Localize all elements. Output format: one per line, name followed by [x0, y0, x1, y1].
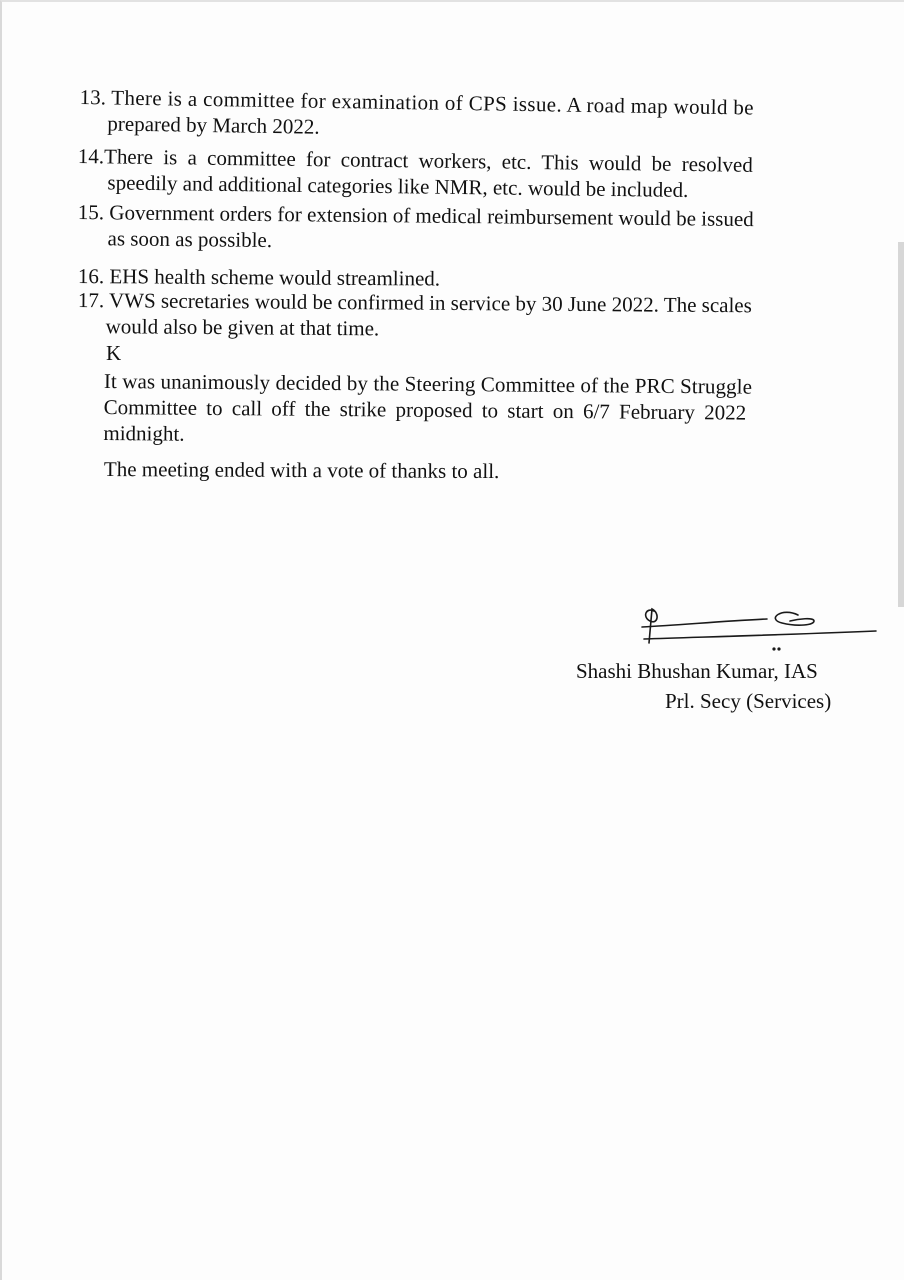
signatory-name: Shashi Bhushan Kumar, IAS: [576, 659, 818, 683]
item-text-line2: would also be given at that time.: [105, 314, 380, 341]
list-item-15: [77, 199, 753, 258]
item-number: 16.: [77, 263, 105, 289]
scrollbar[interactable]: [898, 242, 904, 607]
item-text-line2: prepared by March 2022.: [107, 111, 320, 139]
list-item-13: [79, 84, 754, 147]
item-number: 14.: [77, 143, 105, 169]
item-number: 13.: [79, 84, 107, 110]
stray-mark: K: [106, 341, 122, 365]
decision-paragraph: [103, 368, 752, 452]
item-text-line2: as soon as possible.: [107, 226, 273, 253]
item-text-line1: There is a committee for contract workers, etc. This would be resolved: [103, 144, 754, 177]
signatory-title: Prl. Secy (Services): [665, 689, 832, 713]
decision-line2: Committee to call off the strike proposed to start on 6/7 February 2022: [103, 394, 747, 425]
item-text-line1: VWS secretaries would be confirmed in service by 30 June 2022. The scales: [108, 288, 752, 318]
closing-line: The meeting ended with a vote of thanks to all.: [103, 457, 500, 484]
list-item-17: [78, 287, 752, 344]
item-text-line2: speedily and additional categories like NMR, etc. would be included.: [107, 170, 689, 202]
decision-line1: It was unanimously decided by the Steering Committee of the PRC Struggle: [103, 368, 753, 399]
item-number: 15.: [77, 199, 105, 225]
list-item-14: [77, 143, 753, 204]
decision-line3: midnight.: [103, 420, 185, 446]
item-number: 17.: [77, 287, 105, 313]
item-text-line1: EHS health scheme would streamlined.: [109, 264, 441, 291]
item-text-line1: Government orders for extension of medical reimbursement would be issued: [109, 200, 754, 232]
signature-icon: [602, 597, 882, 667]
item-text-line1: There is a committee for examination of CPS issue. A road map would be: [111, 85, 755, 120]
